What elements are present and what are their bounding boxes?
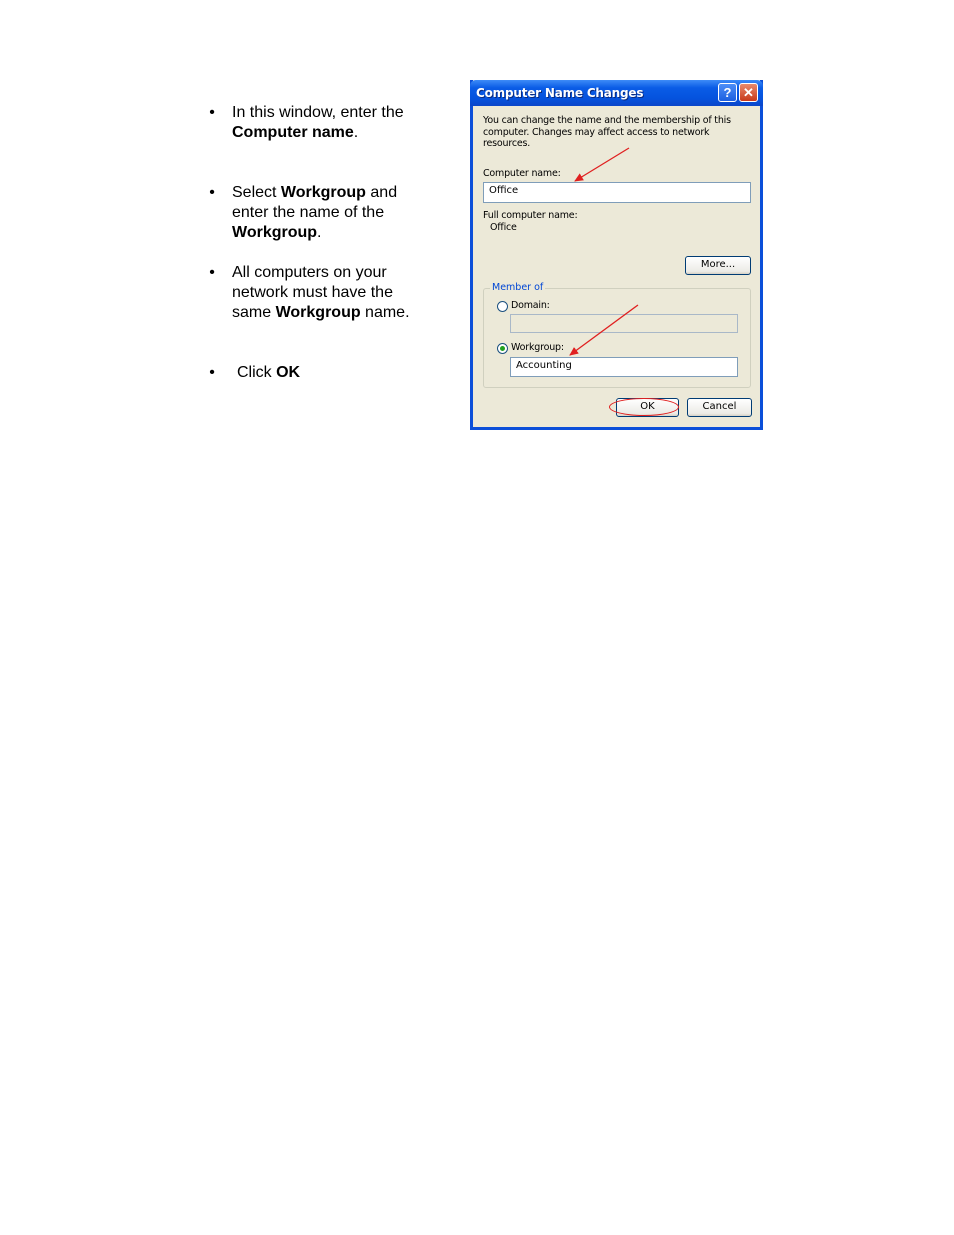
instruction-1: • In this window, enter the Computer name. — [209, 104, 404, 141]
workgroup-radio[interactable] — [497, 343, 508, 354]
help-button[interactable]: ? — [718, 83, 737, 102]
member-of-group — [483, 282, 751, 388]
dialog-title: Computer Name Changes — [476, 86, 644, 100]
cancel-button[interactable]: Cancel — [687, 398, 752, 417]
instruction-4: • Click OK — [209, 364, 301, 381]
close-button[interactable]: ✕ — [739, 83, 758, 102]
computer-name-changes-dialog — [470, 80, 763, 430]
ok-button[interactable]: OK — [616, 398, 679, 417]
arrow-to-computer-name — [575, 148, 629, 181]
full-computer-name-value: Office — [490, 222, 517, 233]
workgroup-input[interactable]: Accounting — [510, 357, 738, 377]
computer-name-label: Computer name: — [483, 168, 561, 179]
domain-input[interactable] — [510, 314, 738, 333]
title-bar[interactable] — [470, 80, 763, 106]
domain-radio[interactable] — [497, 301, 508, 312]
workgroup-label: Workgroup: — [511, 342, 564, 353]
member-of-label: Member of — [492, 282, 544, 293]
full-computer-name-label: Full computer name: — [483, 210, 578, 221]
instruction-3: • All computers on your network must have the same Workgroup name. — [209, 264, 410, 321]
instruction-2: • Select Workgroup and enter the name of the Workgroup. — [209, 184, 398, 241]
domain-label: Domain: — [511, 300, 550, 311]
more-button[interactable]: More... — [685, 256, 751, 275]
dialog-description: You can change the name and the membership of this computer. Changes may affect access to network resources. — [483, 115, 731, 149]
computer-name-input[interactable]: Office — [483, 182, 751, 203]
